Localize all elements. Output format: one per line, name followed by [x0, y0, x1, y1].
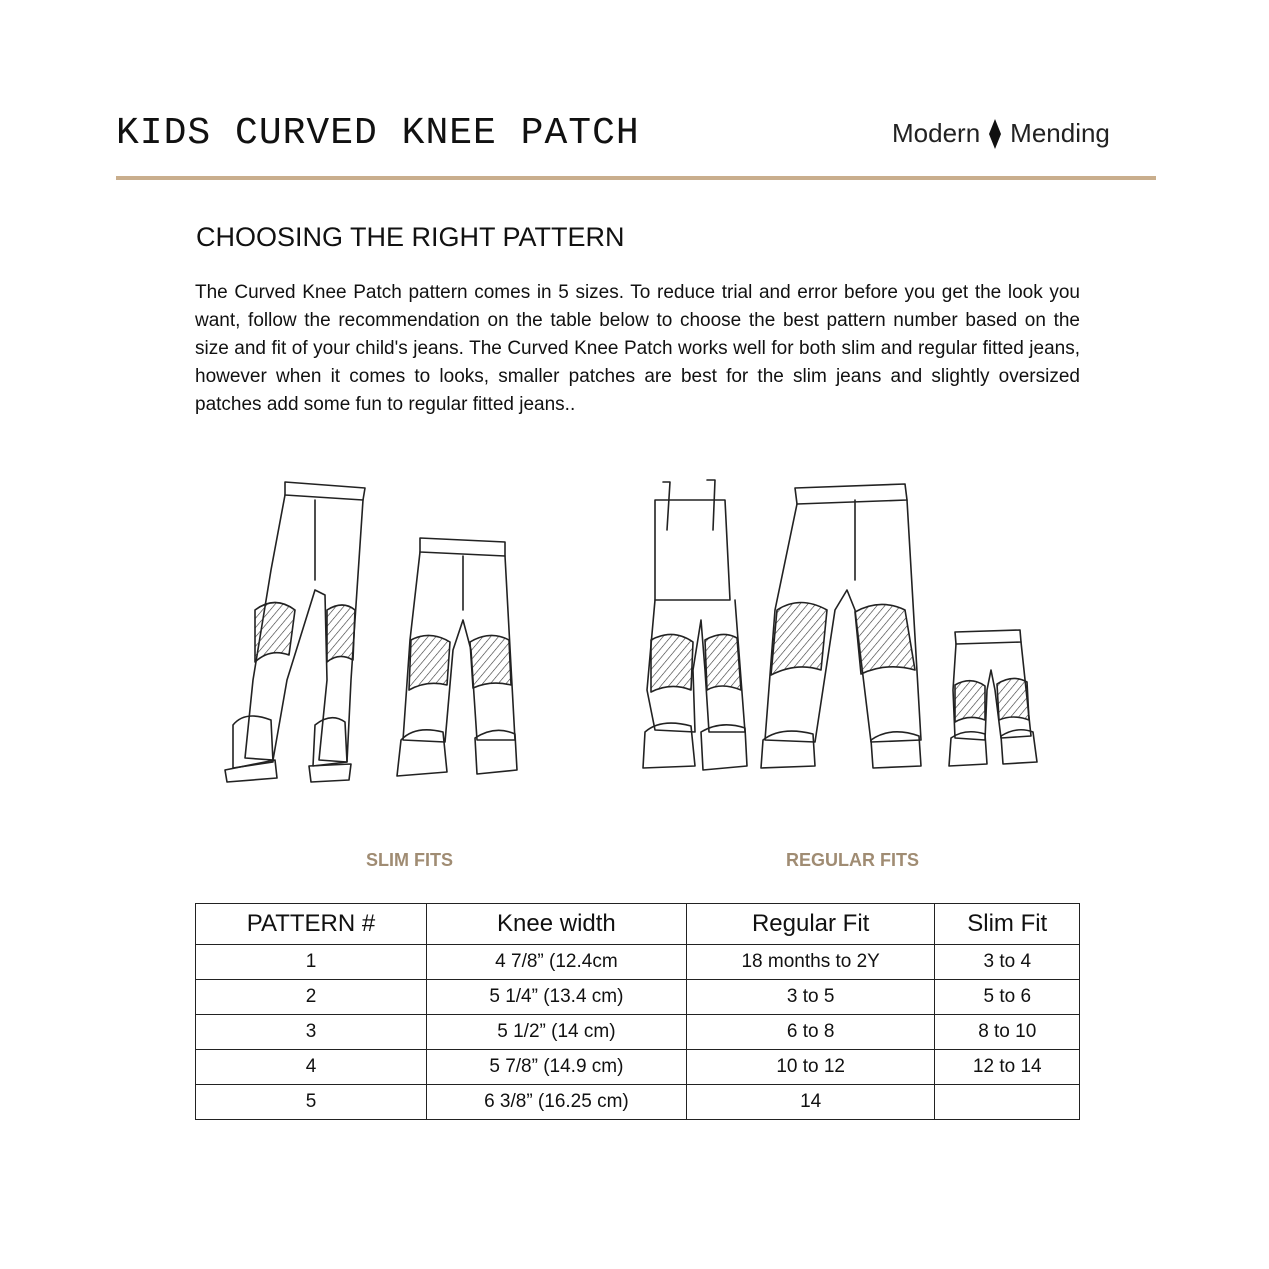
cell-regular-fit: 18 months to 2Y	[686, 945, 935, 980]
cell-knee-width: 6 3/8” (16.25 cm)	[426, 1085, 686, 1120]
table-row	[196, 1050, 1080, 1085]
cell-pattern-number: 1	[196, 945, 427, 980]
header-regular-fit: Regular Fit	[686, 904, 935, 945]
document-title: KIDS CURVED KNEE PATCH	[116, 112, 640, 155]
table-row	[196, 1085, 1080, 1120]
slim-jeans-illustration-1	[225, 482, 365, 782]
cell-pattern-number: 4	[196, 1050, 427, 1085]
regular-jeans-illustration-2	[949, 630, 1037, 766]
cell-pattern-number: 3	[196, 1015, 427, 1050]
size-chart-table	[195, 903, 1080, 1120]
cell-knee-width: 5 7/8” (14.9 cm)	[426, 1050, 686, 1085]
cell-pattern-number: 2	[196, 980, 427, 1015]
cell-slim-fit: 3 to 4	[935, 945, 1080, 980]
header-slim-fit: Slim Fit	[935, 904, 1080, 945]
cell-slim-fit: 8 to 10	[935, 1015, 1080, 1050]
regular-jeans-illustration-1	[761, 484, 921, 768]
cell-knee-width: 5 1/2” (14 cm)	[426, 1015, 686, 1050]
header-knee-width: Knee width	[426, 904, 686, 945]
cell-regular-fit: 3 to 5	[686, 980, 935, 1015]
diamond-icon	[988, 119, 1002, 149]
brand-left-text: Modern	[892, 118, 981, 148]
table-row	[196, 1015, 1080, 1050]
table-header-row	[196, 904, 1080, 945]
intro-paragraph: The Curved Knee Patch pattern comes in 5 sizes. To reduce trial and error before you get the look you want, follow the recommendation on the table below to choose the best pattern number based on the size and fit of your child's jeans. The Curved Knee Patch works well for both slim and regular fitted jeans, however when it comes to looks, smaller patches are best for the slim jeans and slightly oversized patches add some fun to regular fitted jeans..	[195, 282, 1080, 415]
slim-jeans-illustration-2	[397, 538, 517, 776]
cell-regular-fit: 10 to 12	[686, 1050, 935, 1085]
cell-slim-fit	[935, 1085, 1080, 1120]
cell-knee-width: 4 7/8” (12.4cm	[426, 945, 686, 980]
cell-pattern-number: 5	[196, 1085, 427, 1120]
section-title: CHOOSING THE RIGHT PATTERN	[196, 222, 625, 252]
cell-knee-width: 5 1/4” (13.4 cm)	[426, 980, 686, 1015]
regular-overalls-illustration	[643, 480, 747, 770]
brand-logo	[892, 118, 1110, 149]
cell-slim-fit: 5 to 6	[935, 980, 1080, 1015]
cell-regular-fit: 14	[686, 1085, 935, 1120]
regular-fits-label: REGULAR FITS	[786, 850, 919, 870]
jeans-illustrations	[215, 470, 1055, 790]
table-row	[196, 945, 1080, 980]
header-divider	[116, 176, 1156, 180]
table-row	[196, 980, 1080, 1015]
slim-fits-label: SLIM FITS	[366, 850, 453, 870]
header-pattern-number: PATTERN #	[196, 904, 427, 945]
cell-slim-fit: 12 to 14	[935, 1050, 1080, 1085]
brand-right-text: Mending	[1010, 118, 1110, 148]
cell-regular-fit: 6 to 8	[686, 1015, 935, 1050]
